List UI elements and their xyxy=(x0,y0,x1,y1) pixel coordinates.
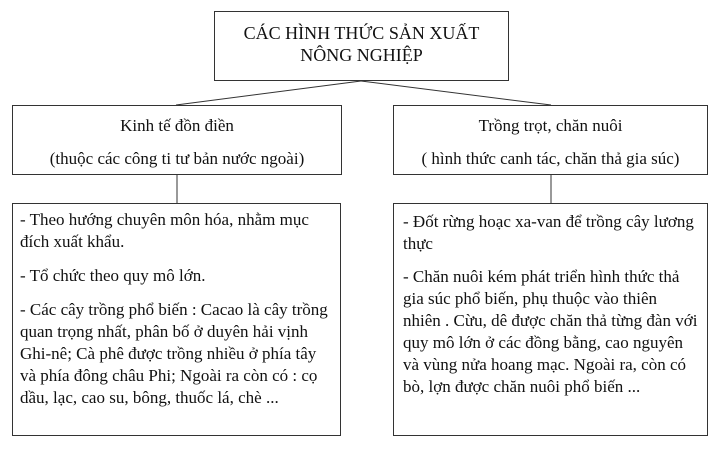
left-category-subtitle: (thuộc các công ti tư bản nước ngoài) xyxy=(49,149,305,168)
connector-root-left xyxy=(176,81,361,105)
right-detail-box xyxy=(393,203,708,436)
left-detail-box xyxy=(12,203,341,436)
left-detail-item: - Theo hướng chuyên môn hóa, nhằm mục đích xuất khẩu. xyxy=(20,210,309,251)
left-detail-item: - Các cây trồng phổ biến : Cacao là cây trồng quan trọng nhất, phân bố ở duyên hải vịnh Ghi-nê; Cà phê được trồng nhiều ở phía tây và phía đông châu Phi; Ngoài ra còn có : cọ dầu, lạc, cao su, bông, thuốc lá, chè ... xyxy=(20,300,328,407)
left-category-title: Kinh tế đồn điền xyxy=(120,116,234,135)
connector-root-right xyxy=(361,81,551,105)
right-category-subtitle: ( hình thức canh tác, chăn thả gia súc) xyxy=(421,149,680,168)
root-title-line1: CÁC HÌNH THỨC SẢN XUẤT xyxy=(243,23,480,43)
right-category-node xyxy=(393,105,708,175)
root-node xyxy=(214,11,509,81)
right-category-title: Trồng trọt, chăn nuôi xyxy=(478,116,623,135)
right-detail-item: - Chăn nuôi kém phát triển hình thức thả gia súc phổ biến, phụ thuộc vào thiên nhiên . Cừu, dê được chăn thả từng đàn với quy mô lớn ở các đồng bằng, cao nguyên và vùng nửa hoang mạc. Ngoài ra, còn có bò, lợn được chăn nuôi phổ biến ... xyxy=(403,267,698,396)
left-detail-item: - Tổ chức theo quy mô lớn. xyxy=(20,266,206,285)
right-detail-item: - Đốt rừng hoạc xa-van để trồng cây lương thực xyxy=(403,212,694,253)
root-title-line2: NÔNG NGHIỆP xyxy=(300,45,423,65)
left-category-node xyxy=(12,105,342,175)
